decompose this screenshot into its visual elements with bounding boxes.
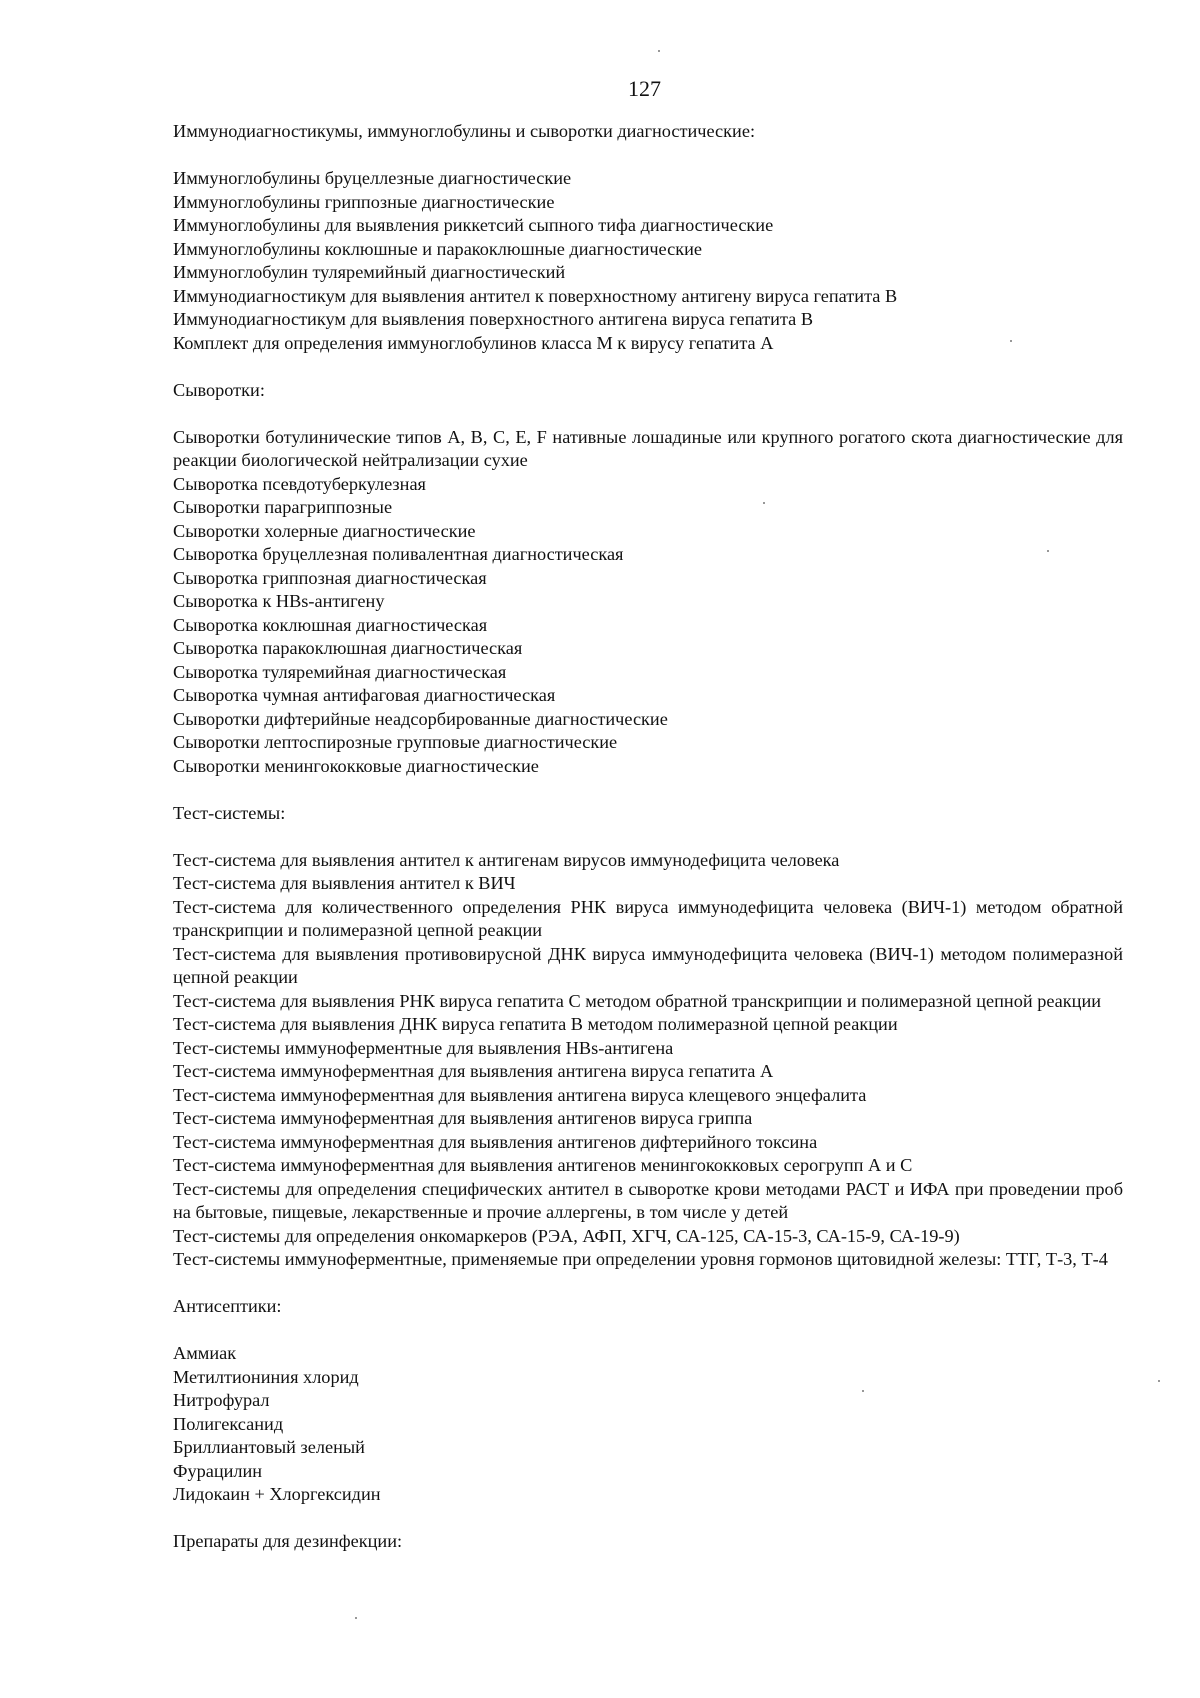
list-item: Тест-системы для определения специфических антител в сыворотке крови методами РАСТ и ИФА при проведении проб на бытовые, пищевые, лекарственные и прочие аллергены, в том числе у детей	[173, 1178, 1123, 1222]
section-list	[173, 426, 1123, 779]
list-item: Сыворотки менингококковые диагностические	[173, 755, 539, 776]
list-item: Тест-система иммуноферментная для выявления антигена вируса клещевого энцефалита	[173, 1084, 867, 1105]
list-item: Сыворотка чумная антифаговая диагностическая	[173, 685, 556, 705]
list-item: Иммуноглобулины бруцеллезные диагностические	[173, 168, 572, 188]
list-item: Метилтиониния хлорид	[173, 1366, 359, 1387]
list-item: Аммиак	[173, 1343, 237, 1363]
list-item: Сыворотки лептоспирозные групповые диагностические	[173, 732, 618, 752]
page-number: 127	[628, 76, 661, 101]
list-item: Тест-система для выявления антител к ВИЧ	[173, 873, 516, 893]
list-item: Сыворотка туляремийная диагностическая	[173, 661, 507, 682]
list-item: Тест-системы иммуноферментные для выявления HBs-антигена	[173, 1037, 674, 1058]
list-item: Сыворотки парагриппозные	[173, 497, 393, 517]
list-item: Тест-система иммуноферментная для выявления антигенов менингококковых серогрупп А и С	[173, 1155, 913, 1175]
list-item: Сыворотки дифтерийные неадсорбированные диагностические	[173, 708, 668, 729]
list-item: Тест-система для выявления ДНК вируса гепатита В методом полимеразной цепной реакции	[173, 1014, 898, 1034]
list-item: Тест-система иммуноферментная для выявления антигенов вируса гриппа	[173, 1108, 753, 1128]
scan-speck	[1010, 340, 1012, 342]
scan-speck	[1047, 550, 1049, 552]
list-item: Сыворотка псевдотуберкулезная	[173, 473, 426, 494]
list-item: Иммунодиагностикум для выявления антител к поверхностному антигену вируса гепатита В	[173, 285, 898, 306]
section-list	[173, 167, 1123, 355]
list-item: Нитрофурал	[173, 1390, 270, 1410]
list-item: Фурацилин	[173, 1460, 263, 1481]
list-item: Полигексанид	[173, 1413, 284, 1434]
scan-speck	[862, 1390, 864, 1392]
list-item: Иммуноглобулины коклюшные и паракоклюшные диагностические	[173, 238, 703, 259]
list-item: Комплект для определения иммуноглобулинов класса М к вирусу гепатита А	[173, 332, 774, 353]
list-item: Тест-система для выявления антител к антигенам вирусов иммунодефицита человека	[173, 849, 840, 870]
list-item: Тест-система для количественного определения РНК вируса иммунодефицита человека (ВИЧ-1) методом обратной транскрипции и полимеразной цепной реакции	[173, 896, 1123, 940]
list-item: Сыворотка бруцеллезная поливалентная диагностическая	[173, 544, 624, 564]
list-item: Сыворотка паракоклюшная диагностическая	[173, 638, 523, 658]
document-content	[173, 120, 1123, 1554]
list-item: Иммуноглобулины гриппозные диагностические	[173, 191, 555, 212]
list-item: Тест-системы иммуноферментные, применяемые при определении уровня гормонов щитовидной железы: ТТГ, Т-3, Т-4	[173, 1249, 1108, 1269]
list-item: Лидокаин + Хлоргексидин	[173, 1484, 381, 1504]
document-page	[173, 0, 1123, 1698]
list-item: Бриллиантовый зеленый	[173, 1437, 365, 1457]
list-item: Тест-системы для определения онкомаркеров (РЭА, АФП, ХГЧ, СА-125, СА-15-3, СА-15-9, СА-19-9)	[173, 1225, 960, 1246]
list-item: Сыворотка к HBs-антигену	[173, 591, 385, 611]
list-item: Иммуноглобулин туляремийный диагностический	[173, 262, 566, 282]
list-item: Сыворотка гриппозная диагностическая	[173, 567, 487, 588]
list-item: Тест-система для выявления РНК вируса гепатита С методом обратной транскрипции и полимеразной цепной реакции	[173, 990, 1102, 1011]
list-item: Иммунодиагностикум для выявления поверхностного антигена вируса гепатита В	[173, 309, 814, 329]
section-heading: Иммунодиагностикумы, иммуноглобулины и сыворотки диагностические:	[173, 121, 756, 141]
section-heading: Препараты для дезинфекции:	[173, 1531, 403, 1551]
scan-speck	[658, 50, 660, 52]
list-item: Тест-система иммуноферментная для выявления антигена вируса гепатита А	[173, 1061, 774, 1081]
section-list	[173, 849, 1123, 1272]
scan-speck	[763, 502, 765, 504]
list-item: Тест-система для выявления противовирусной ДНК вируса иммунодефицита человека (ВИЧ-1) методом полимеразной цепной реакции	[173, 943, 1123, 987]
list-item: Иммуноглобулины для выявления риккетсий сыпного тифа диагностические	[173, 215, 774, 235]
section-heading: Тест-системы:	[173, 802, 286, 823]
scan-speck	[355, 1617, 357, 1619]
section-heading: Антисептики:	[173, 1296, 282, 1316]
list-item: Сыворотки холерные диагностические	[173, 520, 476, 541]
section-list	[173, 1342, 1123, 1507]
list-item: Тест-система иммуноферментная для выявления антигенов дифтерийного токсина	[173, 1131, 818, 1152]
list-item: Сыворотка коклюшная диагностическая	[173, 614, 488, 635]
section-heading: Сыворотки:	[173, 379, 265, 400]
list-item: Сыворотки ботулинические типов А, В, С, Е, F нативные лошадиные или крупного рогатого скота диагностические для реакции биологической нейтрализации сухие	[173, 426, 1123, 470]
scan-speck	[1158, 1380, 1160, 1382]
